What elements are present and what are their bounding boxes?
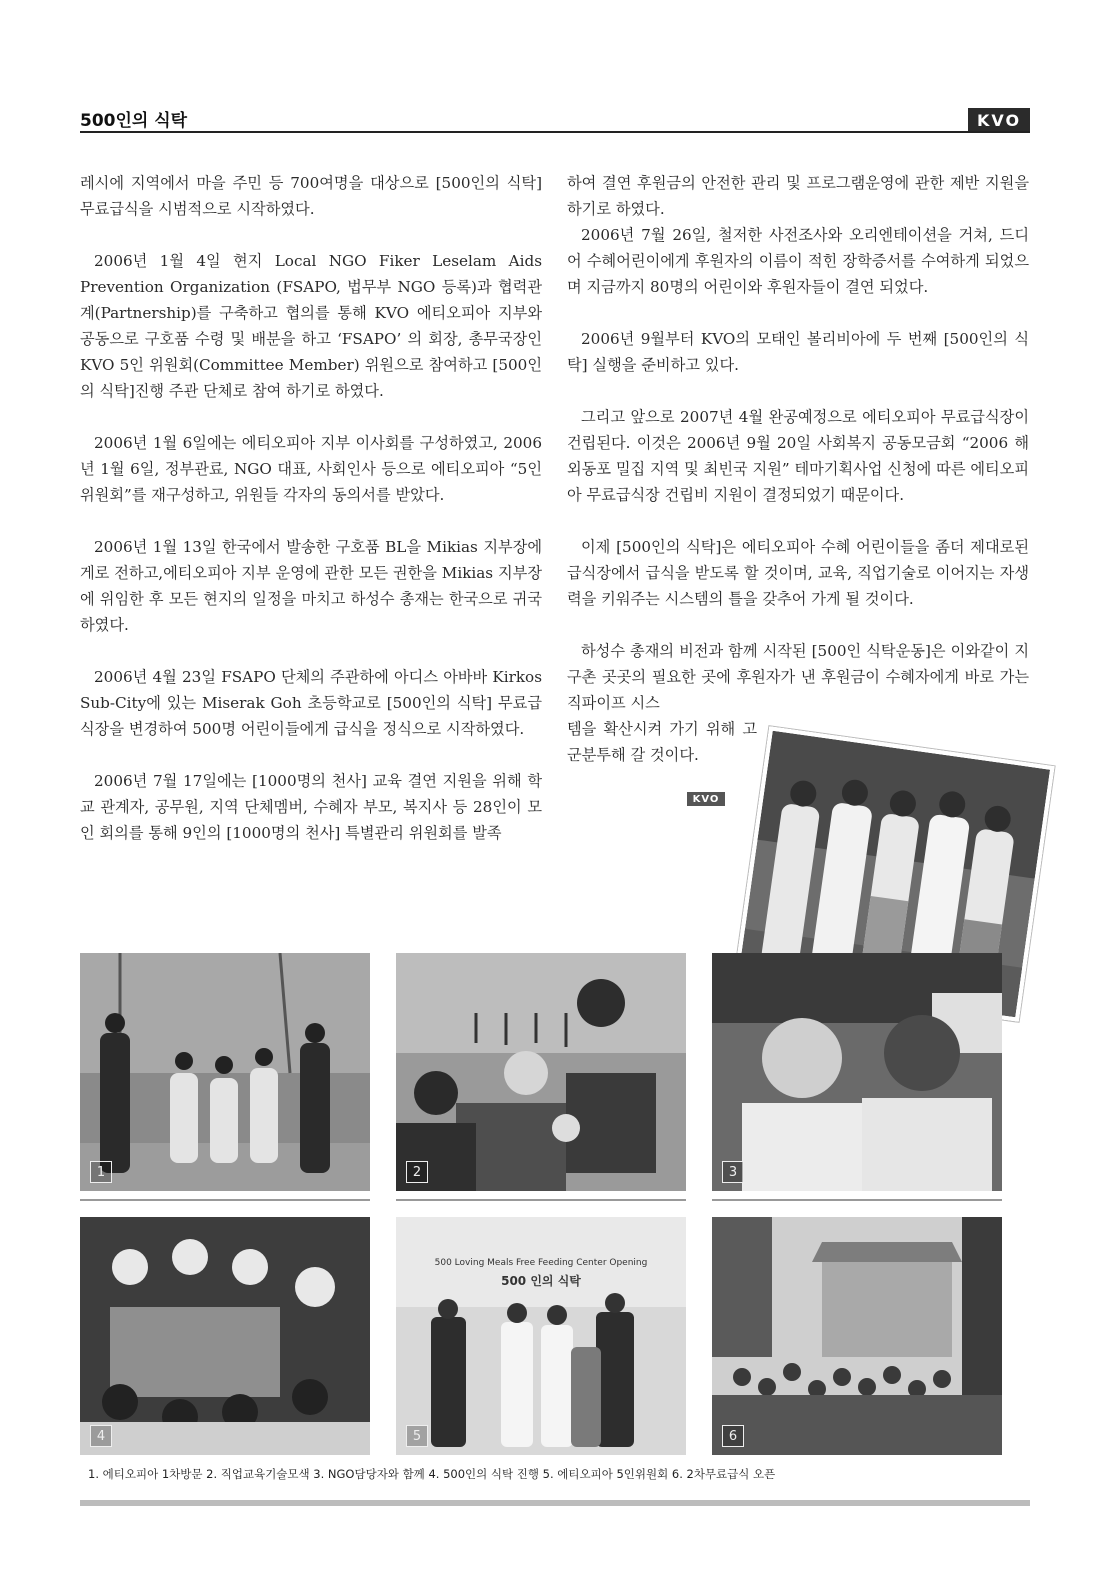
paragraph: 템을 확산시켜 가기 위해 고군분투해 갈 것이다. [567,720,757,764]
paragraph: 레시에 지역에서 마을 주민 등 700여명을 대상으로 [500인의 식탁] 무료급식을 시범적으로 시작하였다. [80,174,542,218]
photo-6 [712,1217,1002,1455]
paragraph: 2006년 9월부터 KVO의 모태인 볼리비아에 두 번째 [500인의 식탁] 실행을 준비하고 있다. [567,330,1029,374]
header-rule [80,131,1030,133]
photo-number: 2 [406,1161,428,1183]
banner-text: 500 Loving Meals Free Feeding Center Opening [434,1258,648,1268]
photo-2 [396,953,686,1191]
photo-number: 5 [406,1425,428,1447]
photo-3 [712,953,1002,1191]
photo-number: 1 [90,1161,112,1183]
photo-number: 3 [722,1161,744,1183]
paragraph: 2006년 7월 26일, 철저한 사전조사와 오리엔테이션을 거쳐, 드디어 수혜어린이에게 후원자의 이름이 적힌 장학증서를 수여하게 되었으며 지금까지 80명의 어린이와 후원자들이 결연 되었다. [567,226,1029,296]
banner-text: 500 인의 식탁 [501,1274,581,1288]
paragraph: 2006년 7월 17일에는 [1000명의 천사] 교육 결연 지원을 위해 학교 관계자, 공무원, 지역 단체멤버, 수혜자 부모, 복지사 등 28인이 모인 회의를 통해 9인의 [1000명의 천사] 특별관리 위원회를 발족 [80,772,542,842]
paragraph: 그리고 앞으로 2007년 4월 완공예정으로 에티오피아 무료급식장이 건립된다. 이것은 2006년 9월 20일 사회복지 공동모금회 “2006 해외동포 밀집 지역 및 최빈국 지원” 테마기획사업 신청에 따른 에티오피아 무료급식장 건립비 지원이 결정되었기 때문이다. [567,408,1030,504]
photo-4 [80,1217,370,1455]
kvo-logo: KVO [968,108,1030,132]
left-column [80,170,542,846]
photo-underline [712,1199,1002,1201]
photo-1 [80,953,370,1191]
photo-number: 4 [90,1425,112,1447]
right-column [567,170,1029,768]
paragraph: 2006년 1월 6일에는 에티오피아 지부 이사회를 구성하였고, 2006년 1월 6일, 정부관료, NGO 대표, 사회인사 등으로 에티오피아 “5인 위원회”를 재구성하고, 위원들 각자의 동의서를 받았다. [80,434,542,504]
paragraph: 하성수 총재의 비전과 함께 시작된 [500인 식탁운동]은 이와같이 지구촌 곳곳의 필요한 곳에 후원자가 낸 후원금이 수혜자에게 바로 가는 직파이프 시스 [567,642,1029,712]
photo-number: 6 [722,1425,744,1447]
kvo-end-mark: KVO [687,792,725,806]
page-title: 500인의 식탁 [80,111,188,131]
paragraph: 하여 결연 후원금의 안전한 관리 및 프로그램운영에 관한 제반 지원을 하기로 하였다. [567,174,1029,218]
paragraph: 2006년 4월 23일 FSAPO 단체의 주관하에 아디스 아바바 Kirkos Sub-City에 있는 Miserak Goh 초등학교로 [500인의 식탁] 무료급식장을 변경하여 500명 어린이들에게 급식을 정식으로 시작하였다. [80,668,542,738]
paragraph: 2006년 1월 13일 한국에서 발송한 구호품 BL을 Mikias 지부장에게로 전하고,에티오피아 지부 운영에 관한 모든 권한을 Mikias 지부장에 위임한 후 모든 현지의 일정을 마치고 하성수 총재는 한국으로 귀국하였다. [80,538,542,634]
photo-underline [80,1199,370,1201]
paragraph: 2006년 1월 4일 현지 Local NGO Fiker Leselam Aids Prevention Organization (FSAPO, 법무부 NGO 등록)과 협력관계(Partnership)를 구축하고 협의를 통해 KVO 에티오피아 지부와 공동으로 구호품 수령 및 배분을 하고 ‘FSAPO’ 의 회장, 총무국장인 KVO 5인 위원회(Committee Member) 위원으로 참여하고 [500인의 식탁]진행 주관 단체로 참여 하기로 하였다. [80,252,542,400]
footer-rule [80,1500,1030,1506]
photo-caption: 1. 에티오피아 1차방문 2. 직업교육기술모색 3. NGO담당자와 함께 4. 500인의 식탁 진행 5. 에티오피아 5인위원회 6. 2차무료급식 오픈 [88,1467,776,1481]
paragraph: 이제 [500인의 식탁]은 에티오피아 수혜 어린이들을 좀더 제대로된 급식장에서 급식을 받도록 할 것이며, 교육, 직업기술로 이어지는 자생력을 키워주는 시스템의 틀을 갖추어 가게 될 것이다. [567,538,1029,608]
photo-5 [396,1217,686,1455]
photo-underline [396,1199,686,1201]
